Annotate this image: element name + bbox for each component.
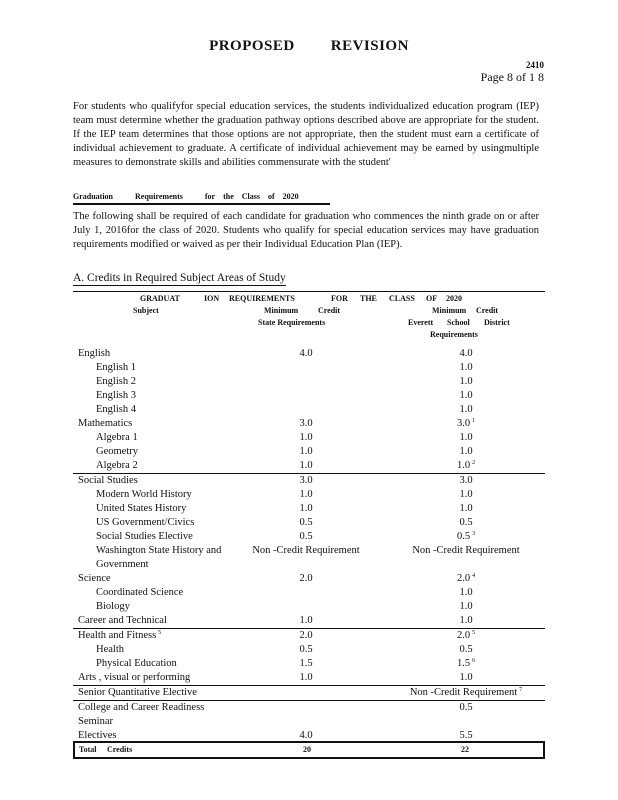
table-row <box>73 403 545 417</box>
title-revision: REVISION <box>330 38 409 54</box>
row-everett-credit: 1.0 <box>459 362 473 373</box>
row-subject: College and Career Readiness Seminar <box>78 702 205 727</box>
row-everett-credit: Non -Credit Requirement <box>412 545 520 556</box>
footnote-marker: 5 <box>472 629 476 636</box>
row-subject: English 1 <box>96 362 136 373</box>
row-state-credit: 0.5 <box>299 531 313 542</box>
row-state-credit: 1.0 <box>299 503 313 514</box>
row-subject: Social Studies Elective <box>96 531 193 542</box>
row-everett-credit: 1.0 <box>459 390 473 401</box>
row-subject: Career and Technical <box>78 615 167 626</box>
row-everett-credit: 0.5 <box>459 517 473 528</box>
table-row <box>73 643 545 657</box>
row-state-credit: 1.0 <box>299 432 313 443</box>
row-state-credit: 0.5 <box>299 517 313 528</box>
row-subject: English <box>78 348 111 359</box>
row-subject: Health and Fitness $^5$ <box>78 629 162 641</box>
table-row <box>73 389 545 403</box>
row-state-credit: 1.0 <box>299 460 313 471</box>
row-subject: Geometry <box>96 446 138 457</box>
footnote-marker: 5 <box>158 629 162 636</box>
page-number: Page 8 of 1 8 <box>480 70 544 84</box>
row-everett-credit: 1.0 <box>459 446 473 457</box>
table-row <box>73 614 545 628</box>
table-row <box>73 516 545 530</box>
row-everett-credit: 0.5 $^3$ <box>456 530 476 542</box>
row-everett-credit: 1.0 <box>459 404 473 415</box>
row-everett-credit: 1.0 $^2$ <box>456 459 476 471</box>
row-state-credit: 4.0 <box>299 348 313 359</box>
table-row <box>73 459 545 473</box>
table-row <box>73 445 545 459</box>
row-everett-credit: 1.0 <box>459 615 473 626</box>
row-everett-credit: 1.0 <box>459 587 473 598</box>
row-everett-credit: 1.0 <box>459 672 473 683</box>
table-row <box>73 700 545 729</box>
total-state-credits: 20 <box>303 745 311 754</box>
table-row <box>73 657 545 671</box>
row-state-credit: 0.5 <box>299 644 313 655</box>
row-subject: Mathematics <box>78 418 133 429</box>
row-subject: Health <box>96 644 124 655</box>
title-proposed: PROPOSED <box>209 38 295 54</box>
row-state-credit: 3.0 <box>299 475 313 486</box>
row-everett-credit: 3.0 $^1$ <box>456 417 476 429</box>
row-everett-credit: 0.5 <box>459 702 473 713</box>
row-everett-credit: Non -Credit Requirement $^7$ <box>409 686 523 698</box>
row-state-credit: 1.0 <box>299 489 313 500</box>
total-credits-row: Total Credits 20 22 <box>73 741 545 759</box>
table-row <box>73 586 545 600</box>
row-state-credit: 2.0 <box>299 573 313 584</box>
footnote-marker: 6 <box>472 657 476 664</box>
table-row <box>73 488 545 502</box>
table-row <box>73 473 545 488</box>
row-subject: Social Studies <box>78 475 138 486</box>
table-row <box>73 375 545 389</box>
intro-paragraph: For students who qualifyfor special education services, the students individualized education program (IEP) team must determine whether the graduation pathway options described above are appropriate for the student. If the IEP team determines that those options are not appropriate, then the student must earn a certificate of individual achievement to graduate. A certificate of individual achievement may be earned by usingmultiple measures to demonstrate skills and abilities commensurate with the student' <box>73 101 539 168</box>
row-everett-credit: 4.0 <box>459 348 473 359</box>
table-header: GRADUAT ION REQUIREMENTS FOR THE CLASS OF 2020 Subject Minimum Credit State Requirements Minimum Credit Everett School District Requirements <box>133 294 510 339</box>
table-row <box>73 530 545 544</box>
row-everett-credit: 1.0 <box>459 432 473 443</box>
footnote-marker: 2 <box>472 459 476 466</box>
table-row <box>73 502 545 516</box>
section-a-heading: A. Credits in Required Subject Areas of Study <box>73 272 286 284</box>
table-row <box>73 628 545 643</box>
row-state-credit: 2.0 <box>299 630 313 641</box>
row-subject: Arts , visual or performing <box>78 672 191 683</box>
row-state-credit: 4.0 <box>299 730 313 741</box>
table-row <box>73 600 545 614</box>
row-subject: Modern World History <box>96 489 192 500</box>
grad-requirements-heading: Graduation Requirements for the Class of 2020 <box>73 192 330 205</box>
row-subject: English 3 <box>96 390 136 401</box>
policy-number: 2410 <box>526 60 544 70</box>
row-subject: United States History <box>96 503 187 514</box>
row-everett-credit: 2.0 $^4$ <box>456 572 476 584</box>
row-subject: Washington State History and Government <box>96 545 222 570</box>
row-everett-credit: 1.5 $^6$ <box>456 657 476 669</box>
table-top-rule <box>73 291 545 292</box>
footnote-marker: 4 <box>472 572 476 579</box>
row-state-credit: 1.0 <box>299 672 313 683</box>
row-everett-credit: 1.0 <box>459 376 473 387</box>
row-subject: Coordinated Science <box>96 587 184 598</box>
table-row <box>73 572 545 586</box>
row-everett-credit: 1.0 <box>459 503 473 514</box>
row-everett-credit: 1.0 <box>459 489 473 500</box>
row-subject: US Government/Civics <box>96 517 195 528</box>
row-state-credit: 1.0 <box>299 615 313 626</box>
row-subject: Physical Education <box>96 658 177 669</box>
row-state-credit: 3.0 <box>299 418 313 429</box>
table-row <box>73 544 545 572</box>
row-subject: Senior Quantitative Elective <box>78 687 197 698</box>
row-subject: Science <box>78 573 111 584</box>
table-row <box>73 431 545 445</box>
row-everett-credit: 5.5 <box>459 730 473 741</box>
total-everett-credits: 22 <box>461 745 469 754</box>
row-subject: Electives <box>78 730 117 741</box>
row-everett-credit: 2.0 $^5$ <box>456 629 476 641</box>
table-row <box>73 417 545 431</box>
grad-paragraph: The following shall be required of each candidate for graduation who commences the ninth grade on or after July 1, 2016for the class of 2020. Students who qualify for special education services may have graduation requirements modified or waived as per their Individual Education Plan (IEP). <box>73 211 539 250</box>
row-subject: English 4 <box>96 404 136 415</box>
row-state-credit: Non -Credit Requirement <box>252 545 360 556</box>
footnote-marker: 7 <box>519 686 523 693</box>
row-state-credit: 1.0 <box>299 446 313 457</box>
row-subject: English 2 <box>96 376 136 387</box>
row-subject: Algebra 1 <box>96 432 138 443</box>
table-row <box>73 685 545 700</box>
footnote-marker: 3 <box>472 530 476 537</box>
row-subject: Biology <box>96 601 130 612</box>
row-everett-credit: 1.0 <box>459 601 473 612</box>
row-everett-credit: 0.5 <box>459 644 473 655</box>
table-row <box>73 671 545 685</box>
table-row <box>73 347 545 361</box>
row-everett-credit: 3.0 <box>459 475 473 486</box>
row-subject: Algebra 2 <box>96 460 138 471</box>
page-title <box>0 38 618 55</box>
row-state-credit: 1.5 <box>299 658 313 669</box>
requirements-table-body <box>73 347 545 743</box>
footnote-marker: 1 <box>472 417 476 424</box>
table-row <box>73 361 545 375</box>
